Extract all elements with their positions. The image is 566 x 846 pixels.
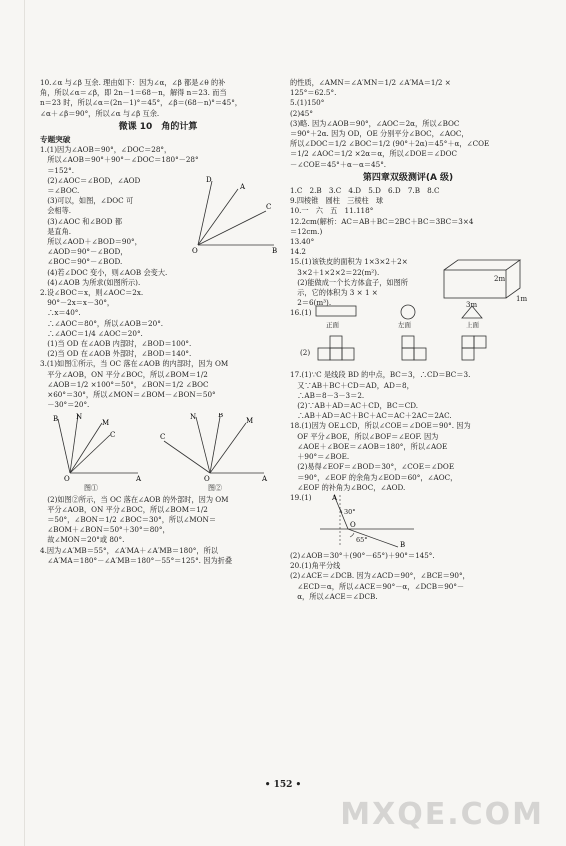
svg-text:N: N <box>190 412 197 421</box>
svg-text:B: B <box>53 414 59 423</box>
text-line: (3)∠AOC 和∠BOD 都 <box>40 216 123 226</box>
text-line: 3.(1)如图①所示，当 OC 落在∠AOB 的内部时，因为 OM <box>40 359 229 369</box>
svg-text:O: O <box>192 247 198 256</box>
question-20-block <box>290 561 526 602</box>
text-line: ∠ECD＝α，所以∠ACE＝90°－α，∠DCB＝90°－ <box>290 581 465 591</box>
question-3b-block <box>40 495 276 546</box>
text-line: 9.四棱锥 圆柱 三棱柱 球 <box>290 196 384 206</box>
question-4-block <box>40 546 276 566</box>
svg-text:M: M <box>246 416 254 425</box>
text-line: 13.40° <box>290 237 315 247</box>
angle-figure-q19 <box>314 493 424 549</box>
question-1-block <box>40 145 276 288</box>
text-line: (2)∠AOB＝30°＋(90°－65°)＋90°＝145°. <box>290 550 435 560</box>
svg-text:A: A <box>136 474 142 481</box>
text-line: 90°－2x＝x－30°， <box>40 298 115 308</box>
text-line: ∴AB＝8－3－3＝2. <box>290 390 365 400</box>
right-column <box>290 78 526 602</box>
svg-text:D: D <box>206 176 212 185</box>
text-line: (4)∠AOB 为所求(如图所示). <box>40 277 141 287</box>
svg-text:B: B <box>400 540 406 549</box>
text-line: 1.(1)因为∠AOB＝90°，∠DOC＝28°， <box>40 145 172 155</box>
question-17-block <box>290 370 526 421</box>
svg-text:O: O <box>350 520 356 529</box>
text-line: ∴∠AOC＝1/4 ∠AOC＝20°. <box>40 328 143 338</box>
text-line: ∠A′MA＝180°－∠A′MB＝180°－55°＝125°. 因为折叠 <box>40 555 233 565</box>
svg-text:N: N <box>76 412 83 421</box>
text-line: α，所以∠ACE＝∠DCB. <box>290 591 378 601</box>
text-line: 所以∠AOB＝90°＋90°－∠DOC＝180°－28° <box>40 155 199 165</box>
top-view-label: 上面 <box>466 321 479 330</box>
text-line: 角，所以∠α＝∠β，即 2n－1＝68－n，解得 n＝23. 而当 <box>40 88 227 98</box>
site-watermark: MXQE.COM <box>340 797 544 832</box>
text-line: 2.设∠BOC＝x，则∠AOC＝2x. <box>40 288 144 298</box>
text-line: ∠AOD＝90°－∠BOD， <box>40 247 128 257</box>
text-line: ＝∠BOC. <box>40 186 80 196</box>
text-line: 故∠MON＝20°或 80°. <box>40 535 125 545</box>
box-width-label: 1m <box>516 295 528 304</box>
svg-text:A: A <box>332 493 338 502</box>
text-line: (2)45° <box>290 108 313 118</box>
question-19-block <box>290 493 526 551</box>
text-line: ∠α＋∠β＝90°，所以∠α 与∠β 互余. <box>40 108 160 118</box>
page-number: • 152 • <box>264 780 302 790</box>
text-line: ∴∠AOC＝80°，所以∠AOB＝20°. <box>40 318 164 328</box>
question-16-block <box>290 308 526 370</box>
text-line: 1.C 2.B 3.C 4.D 5.D 6.D 7.B 8.C <box>290 186 440 196</box>
text-line: (2)∵AB＋AD＝AC＋CD，BC＝CD. <box>290 401 419 411</box>
text-line: 又∵AB＋BC＋CD＝AD，AD＝8， <box>290 380 414 390</box>
text-line: ∠AOB＝1/2 ×100°＝50°，∠BON＝1/2 ∠BOC <box>40 379 209 389</box>
svg-text:A: A <box>262 474 268 481</box>
angle-30-label: 30° <box>344 507 356 516</box>
question-3-block <box>40 359 276 410</box>
svg-text:A: A <box>240 183 246 192</box>
text-line: 平分∠AOB，ON 平分∠BOC，所以∠BOM＝1/2 <box>40 369 208 379</box>
text-line: －∠COE＝45°＋α－α＝45°. <box>290 159 387 169</box>
text-line: ＝90°＋2α. 因为 OD，OE 分别平分∠BOC，∠AOC， <box>290 129 469 139</box>
angle-65-label: 65° <box>356 535 368 544</box>
left-column <box>40 78 276 566</box>
text-line: (3)略. 因为∠AOB＝90°，∠AOC＝2α，所以∠BOC <box>290 118 460 128</box>
text-line: (2)当 OD 在∠AOB 外部时，∠BOD＝140°. <box>40 349 192 359</box>
angle-figure-q1 <box>178 175 278 255</box>
text-line: ＝1/2 ∠AOC＝1/2 ×2α＝α，所以∠DOE＝∠DOC <box>290 149 458 159</box>
text-line: 17.(1)∵C 是线段 BD 的中点，BC＝3，∴CD＝BC＝3. <box>290 370 471 380</box>
svg-text:O: O <box>64 474 70 481</box>
text-line: OF 平分∠BOE，所以∠BOF＝∠EOF. 因为 <box>290 431 439 441</box>
text-line: 的性质，∠AMN＝∠A′MN＝1/2 ∠A′MA＝1/2 × <box>290 78 451 87</box>
answers-block <box>290 186 526 308</box>
angle-figure-1 <box>50 413 150 481</box>
text-line: 20.(1)角平分线 <box>290 561 341 571</box>
svg-text:C: C <box>110 430 116 439</box>
text-line: ＋90°＝∠BOE. <box>290 452 350 462</box>
text-line: ×60°＝30°，所以∠MON＝∠BOM－∠BON＝50° <box>40 390 216 400</box>
text-line: ＝50°，∠BON＝1/2 ∠BOC＝30°，所以∠MON＝ <box>40 514 217 524</box>
question-18-block <box>290 421 526 492</box>
figure-2-label: 图② <box>208 483 222 492</box>
chapter-title: 第四章双级测评(A 级) <box>362 172 454 183</box>
text-line: 125°＝62.5°. <box>290 88 337 98</box>
text-line: 12.2cm(解析：AC＝AB＋BC＝2BC＋BC＝3BC＝3×4 <box>290 216 474 226</box>
text-line: (2)∠AOC＝∠BOD，∠AOD <box>40 175 141 185</box>
angle-figure-2 <box>160 413 270 481</box>
text-line: ∠AOE＋∠BOE＝∠AOB＝180°，所以∠AOE <box>290 441 448 451</box>
three-views-figure <box>312 304 512 366</box>
text-line: 19.(1) <box>290 492 312 502</box>
text-line: 3×2＋1×2×2＝22(m²). <box>290 267 380 277</box>
box-height-label: 2m <box>494 275 506 284</box>
left-view-label: 左面 <box>398 321 411 330</box>
figure-1-label: 图① <box>84 483 98 492</box>
figures-q3 <box>40 413 276 493</box>
text-line: n＝23 时，所以∠α＝(2n－1)°＝45°，∠β＝(68－n)°＝45°， <box>40 98 242 108</box>
text-line: (2)易得∠EOF＝∠BOD＝30°，∠COE＝∠DOE <box>290 462 455 472</box>
text-line: 2＝6(m³). <box>290 298 332 308</box>
text-line: (4)若∠DOC 变小，则∠AOB 会变大. <box>40 267 168 277</box>
text-line: ＝152°. <box>40 165 74 175</box>
text-line: 5.(1)150° <box>290 98 325 108</box>
front-view-label: 正面 <box>326 321 339 330</box>
text-line: ∴x＝40°. <box>40 308 81 318</box>
text-line: (2)能做成一个长方体盒子，如图所 <box>290 277 408 287</box>
breakthrough-title: 专题突破 <box>40 135 71 145</box>
svg-text:B: B <box>218 412 224 419</box>
text-line: ∠EOF 的补角为∠BOC，∠AOD. <box>290 482 406 492</box>
question-2-block <box>40 288 276 359</box>
text-line: ＝90°，∠EOF 的余角为∠EOD＝60°，∠AOC， <box>290 472 458 482</box>
svg-text:M: M <box>102 418 110 427</box>
text-line: (2)∠ACE＝∠DCB. 因为∠ACD＝90°，∠BCE＝90°， <box>290 571 470 581</box>
text-line: (1)当 OD 在∠AOB 内部时，∠BOD＝100°. <box>40 339 192 349</box>
box-length-label: 3m <box>466 301 478 310</box>
text-line: 平分∠AOB，ON 平分∠BOC，所以∠BOM＝1/2 <box>40 504 208 514</box>
text-line: 是直角. <box>40 226 72 236</box>
binding-margin-rule <box>24 0 25 846</box>
text-line: ∠BOM＋∠BON＝50°＋30°＝80°， <box>40 525 170 535</box>
section-title: 微课 10 角的计算 <box>118 121 198 132</box>
text-line: 14.2 <box>290 247 307 257</box>
text-line: (3)可以，如图，∠DOC 可 <box>40 196 134 206</box>
text-line: 4.因为∠A′MB＝55°，∠A′MA＋∠A′MB＝180°，所以 <box>40 545 218 555</box>
text-line: －30°＝20°. <box>40 400 90 410</box>
text-line: 10.一 六 五 11.118° <box>290 206 374 216</box>
text-line: ∠BOC＝90°－∠BOD. <box>40 257 123 267</box>
text-line: 会相等. <box>40 206 72 216</box>
svg-text:C: C <box>266 203 272 212</box>
text-line: 18.(1)因为 OE⊥CD，所以∠COE＝∠DOE＝90°. 因为 <box>290 421 471 431</box>
text-line: 10.∠α 与∠β 互余. 理由如下：因为∠α，∠β 都是∠θ 的补 <box>40 78 226 87</box>
text-line: 所以∠AOD＋∠BOD＝90°， <box>40 237 142 247</box>
svg-text:O: O <box>204 474 210 481</box>
text-line: (2)如图②所示，当 OC 落在∠AOB 的外部时，因为 OM <box>40 494 229 504</box>
svg-text:B: B <box>272 247 278 256</box>
text-line: 15.(1)该铁皮的面积为 1×3×2＋2× <box>290 257 408 267</box>
text-line: ∴AB＋AD＝AC＋BC＋AC＝AC＋2AC＝2AC. <box>290 411 452 421</box>
text-line: 16.(1) <box>290 308 312 318</box>
text-line: ＝12cm.) <box>290 226 323 236</box>
text-line: 所以∠DOC＝1/2 ∠BOC＝1/2 (90°＋2α)＝45°＋α，∠COE <box>290 139 490 149</box>
question-19b-block <box>290 551 526 561</box>
text-line: 示，它的体积为 3 × 1 × <box>290 288 378 298</box>
question-16b-prefix: (2) <box>300 348 311 358</box>
svg-text:C: C <box>160 432 166 441</box>
